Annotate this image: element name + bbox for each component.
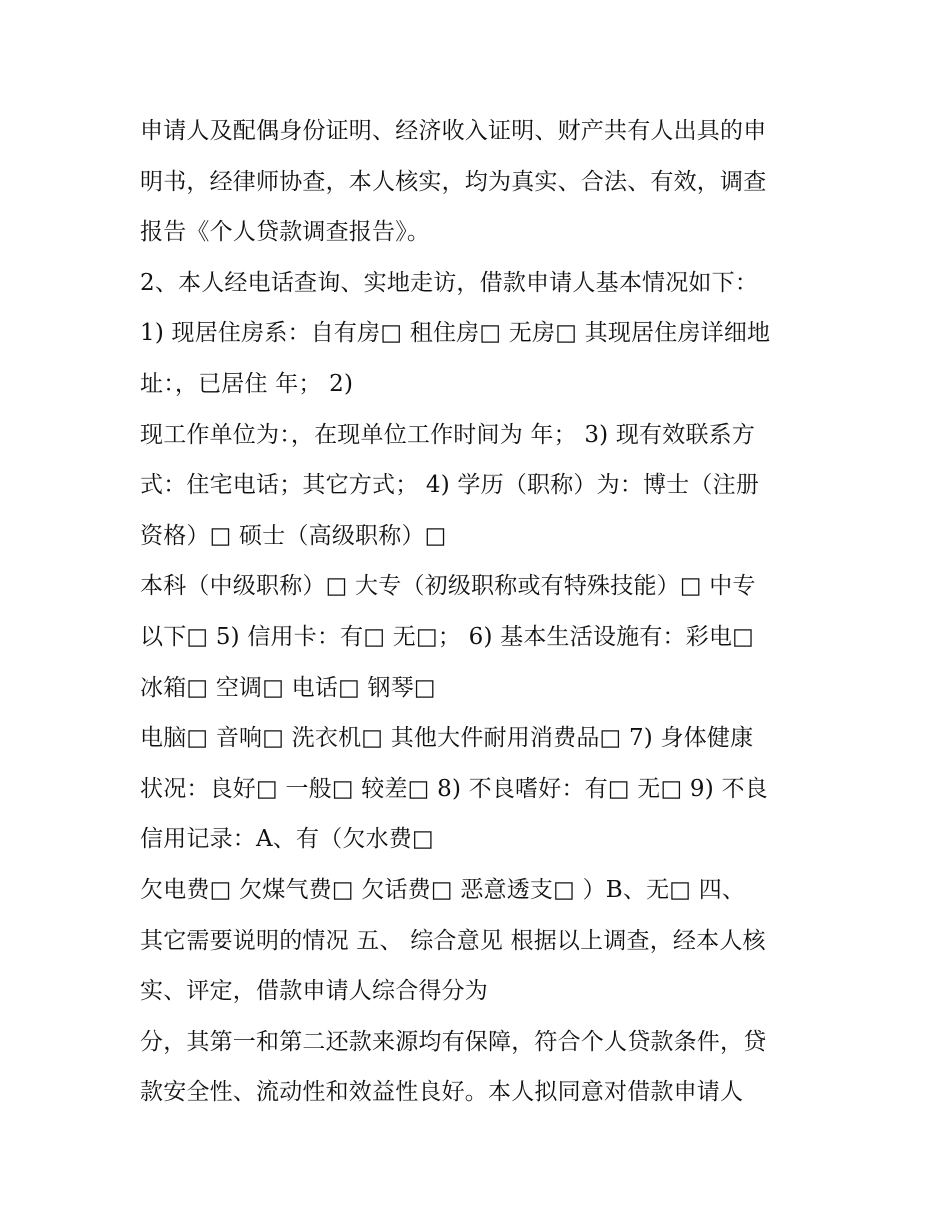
text-line: 状况：良好□ 一般□ 较差□ 8) 不良嗜好：有□ 无□ 9) 不良	[140, 775, 768, 802]
text-line: 资格）□ 硕士（高级职称）□	[140, 522, 447, 549]
text-line: 申请人及配偶身份证明、经济收入证明、财产共有人出具的申	[140, 118, 767, 144]
text-line: 现工作单位为：，在现单位工作时间为 年； 3) 现有效联系方	[140, 421, 756, 448]
text-line: 以下□ 5) 信用卡：有□ 无□； 6) 基本生活设施有：彩电□	[140, 623, 755, 650]
text-line: 1) 现居住房系：自有房□ 租住房□ 无房□ 其现居住房详细地	[140, 320, 771, 347]
text-line: 明书，经律师协查，本人核实，均为真实、合法、有效，调查	[140, 168, 767, 195]
text-line: 其它需要说明的情况 五、 综合意见 根据以上调查，经本人核	[140, 927, 766, 954]
text-line: 款安全性、流动性和效益性良好。本人拟同意对借款申请人	[140, 1079, 744, 1106]
text-line: 信用记录：A、有（欠水费□	[140, 826, 434, 853]
text-line: 实、评定，借款申请人综合得分为	[140, 978, 488, 1005]
text-line: 址：，已居住 年； 2)	[140, 370, 354, 397]
text-line: 欠电费□ 欠煤气费□ 欠话费□ 恶意透支□ ）B、无□ 四、	[140, 876, 746, 903]
text-line: 报告《个人贷款调查报告》。	[140, 219, 431, 246]
text-line: 式：住宅电话；其它方式； 4) 学历（职称）为：博士（注册	[140, 472, 760, 499]
text-line: 2、本人经电话查询、实地走访，借款申请人基本情况如下：	[140, 269, 759, 296]
body-text	[140, 106, 830, 1118]
text-line: 分，其第一和第二还款来源均有保障，符合个人贷款条件，贷	[140, 1028, 767, 1055]
text-line: 冰箱□ 空调□ 电话□ 钢琴□	[140, 674, 436, 701]
text-line: 电脑□ 音响□ 洗衣机□ 其他大件耐用消费品□ 7) 身体健康	[140, 725, 754, 752]
text-line: 本科（中级职称）□ 大专（初级职称或有特殊技能）□ 中专	[140, 573, 756, 600]
